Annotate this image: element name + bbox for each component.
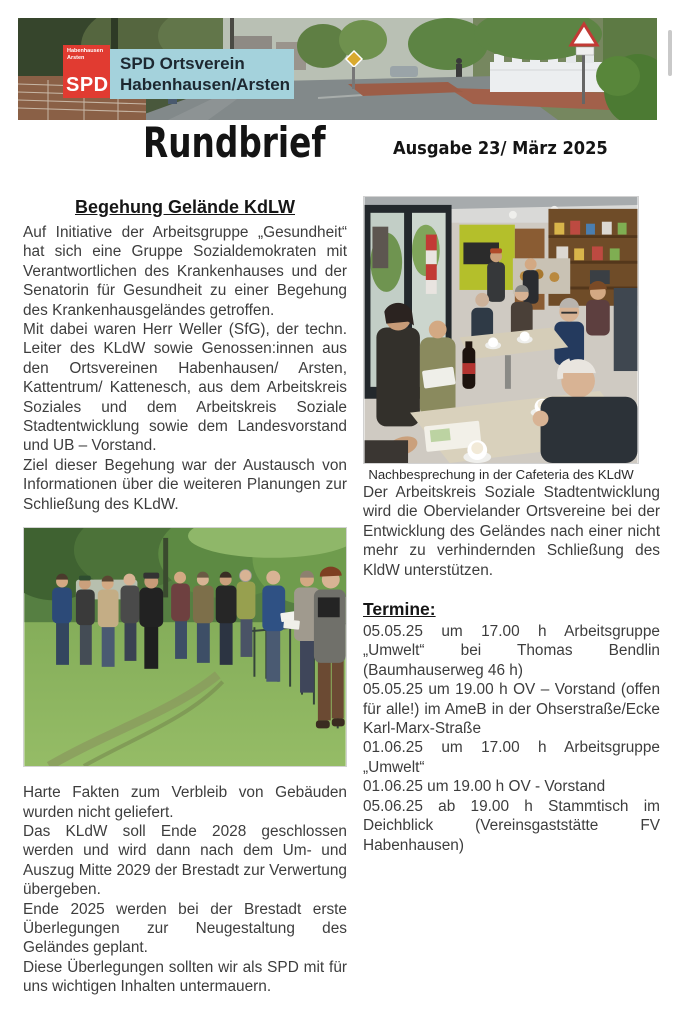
spd-wordmark: SPD <box>66 74 109 96</box>
org-name-line2: Habenhausen/Arsten <box>120 75 291 94</box>
newsletter-title: Rundbrief <box>143 118 326 167</box>
termine-item: 01.06.25 um 19.00 h OV - Vorstand <box>363 778 606 796</box>
cafeteria-photo <box>363 196 639 464</box>
scrollbar-thumb[interactable] <box>668 30 672 76</box>
photo-caption: Nachbesprechung in der Cafeteria des KLdW <box>368 467 634 482</box>
article-paragraph: Das KLdW soll Ende 2028 geschlossen werden und wird dann nach dem Um- und Auszug Mitte 2029 der Brestadt zur Verwertung übergeben. <box>23 822 347 899</box>
termine-item: 05.05.25 um 19.00 h OV – Vorstand (offen für alle!) im AmeB in der Ohserstraße/Ecke Karl-Marx-Straße <box>363 681 660 738</box>
issue-label: Ausgabe 23/ März 2025 <box>393 139 608 159</box>
termine-item: 05.05.25 um 17.00 h Arbeitsgruppe „Umwelt“ bei Thomas Bendlin (Baumhauserweg 46 h) <box>363 623 660 679</box>
termine-item: 01.06.25 um 17.00 h Arbeitsgruppe „Umwelt“ <box>363 739 660 776</box>
left-column <box>23 196 347 997</box>
spd-logo-box <box>63 45 110 98</box>
termine-item: 05.06.25 ab 19.00 h Stammtisch im Deichblick (Vereinsgaststätte FV Habenhausen) <box>363 797 660 854</box>
article-paragraph: Mit dabei waren Herr Weller (SfG), der techn. Leiter des KLdW sowie Genossen:innen aus den Ortsvereinen Habenhausen/ Arsten, Kattentrum/ Kattenesch, aus dem Arbeitskreis Soziales und dem Arbeitskreis Soziale Stadtentwicklung sowie dem Landesvorstand und UB – Vorstand. <box>23 321 347 455</box>
org-name-line1: SPD Ortsverein <box>120 54 245 73</box>
org-name-banner <box>110 49 294 99</box>
article-heading: Begehung Gelände KdLW <box>74 197 295 217</box>
article-paragraph: Ende 2025 werden bei der Brestadt erste Überlegungen zur Neugestaltung des Geländes geplant. <box>23 900 347 957</box>
article-paragraph: Harte Fakten zum Verbleib von Gebäuden wurden nicht geliefert. <box>23 784 347 821</box>
article-paragraph: Auf Initiative der Arbeitsgruppe „Gesundheit“ hat sich eine Gruppe Sozialdemokraten mit Verantwortlichen des Krankenhauses und der Senatorin für Gesundheit zu einer Begehung des Krankenhausgeländes getroffen. <box>23 224 347 319</box>
logo-region-label-line2: Arsten <box>67 54 85 61</box>
outdoor-group-photo <box>23 527 347 767</box>
header-banner-photo <box>18 18 657 120</box>
article-paragraph: Der Arbeitskreis Soziale Stadtentwicklung wird die Obervielander Ortsvereine bei der Entwicklung des Geländes nach einer nicht mehr zu verhindernden Schließung des KldW unterstützen. <box>363 484 660 579</box>
logo-region-label-line1: Habenhausen <box>67 48 104 54</box>
termine-heading: Termine: <box>363 599 436 620</box>
right-column <box>363 196 660 855</box>
article-paragraph: Diese Überlegungen sollten wir als SPD mit für uns wichtigen Inhalten untermauern. <box>23 958 347 996</box>
article-paragraph: Ziel dieser Begehung war der Austausch von Informationen über die weiteren Planungen zur Schließung des KLdW. <box>23 456 347 513</box>
